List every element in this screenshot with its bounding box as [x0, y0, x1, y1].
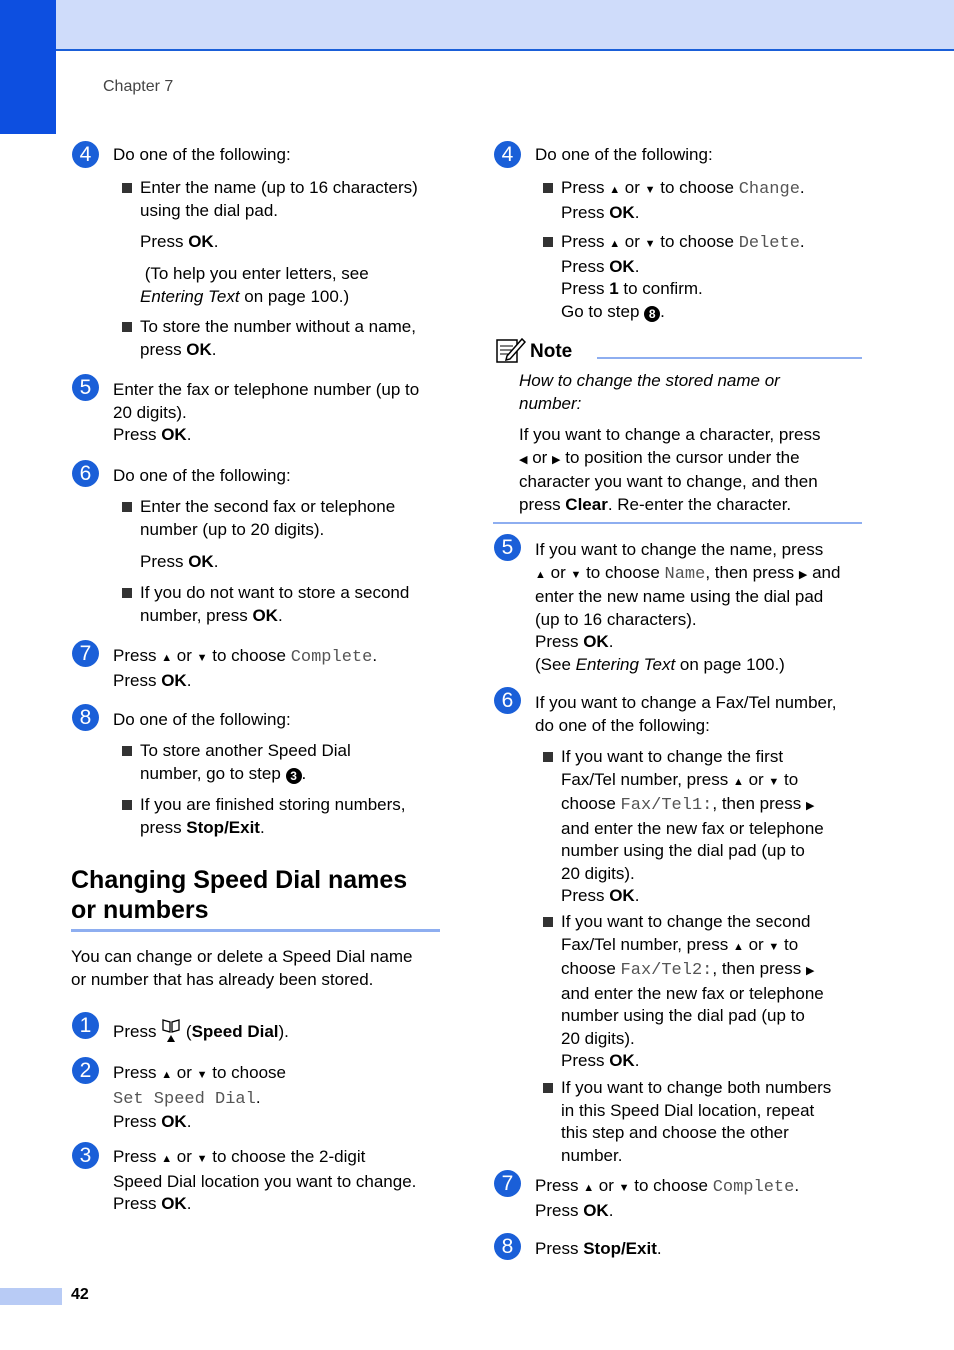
note-subtitle: How to change the stored name or number: [519, 371, 780, 413]
down-arrow-icon: ▼ [644, 184, 656, 196]
note-body: If you want to change a character, press ◀ or ▶ to position the cursor under the character you want to change, and then press Clear. Re-enter the character. [519, 425, 821, 514]
step-ref-icon: 3 [286, 768, 302, 784]
bullet-icon [543, 917, 553, 927]
r-step-6-bullet-2: If you want to change the second Fax/Tel number, press ▲ or ▼ to choose Fax/Tel2:, then press ▶ and enter the new fax or telephone number using the dial pad (up to 20 digits). Press OK. [561, 912, 824, 1070]
step-number-6: 6 [494, 687, 521, 714]
chapter-label: Chapter 7 [103, 78, 174, 95]
down-arrow-icon: ▼ [196, 1153, 208, 1165]
up-arrow-icon: ▲ [609, 184, 621, 196]
step-number-4: 4 [494, 141, 521, 168]
chapter-tab [0, 0, 56, 134]
r-step-6-bullet-1: If you want to change the first Fax/Tel number, press ▲ or ▼ to choose Fax/Tel1:, then press ▶ and enter the new fax or telephone number using the dial pad (up to 20 digits). Press OK. [561, 747, 824, 905]
step-6-title: Do one of the following: [113, 466, 291, 485]
bullet-icon [543, 237, 553, 247]
down-arrow-icon: ▼ [196, 1069, 208, 1081]
r-step-4-title: Do one of the following: [535, 145, 713, 164]
bullet-icon [122, 183, 132, 193]
page-number: 42 [71, 1286, 89, 1303]
step-1-text: Press (Speed Dial). [113, 1017, 289, 1044]
step-2-text: Press ▲ or ▼ to choose Set Speed Dial. Press OK. [113, 1063, 286, 1131]
step-6-press-ok: Press OK. [140, 552, 219, 571]
text-line: Enter the name (up to 16 characters) [140, 178, 418, 197]
down-arrow-icon: ▼ [644, 238, 656, 250]
step-4-help: (To help you enter letters, see Entering Text on page 100.) [140, 264, 369, 306]
right-arrow-icon: ▶ [805, 800, 815, 812]
step-6-bullet-2: If you do not want to store a second number, press OK. [140, 583, 410, 625]
step-number-3: 3 [72, 1142, 99, 1169]
step-number-8: 8 [494, 1233, 521, 1260]
step-ref-icon: 8 [644, 306, 660, 322]
down-arrow-icon: ▼ [618, 1182, 630, 1194]
step-4-press-ok: Press OK. [140, 232, 219, 251]
down-arrow-icon: ▼ [196, 652, 208, 664]
bullet-icon [122, 746, 132, 756]
r-step-5-text: If you want to change the name, press ▲ or ▼ to choose Name, then press ▶ and enter the new name using the dial pad (up to 16 characters). Press OK. (See Entering Text on page 100.) [535, 540, 841, 674]
heading-rule [71, 929, 440, 932]
bullet-icon [543, 752, 553, 762]
note-icon [496, 336, 526, 364]
note-rule-top [597, 357, 862, 359]
speed-dial-icon [161, 1017, 181, 1043]
step-number-7: 7 [72, 640, 99, 667]
step-number-7: 7 [494, 1170, 521, 1197]
step-4-bullet-2: To store the number without a name, press OK. [140, 317, 416, 359]
right-arrow-icon: ▶ [805, 965, 815, 977]
step-6-bullet-1: Enter the second fax or telephone number (up to 20 digits). [140, 497, 396, 539]
down-arrow-icon: ▼ [768, 775, 780, 788]
bullet-icon [543, 1083, 553, 1093]
step-number-5: 5 [72, 374, 99, 401]
step-number-6: 6 [72, 460, 99, 487]
note-label: Note [530, 341, 573, 362]
up-arrow-icon: ▲ [609, 238, 621, 250]
right-arrow-icon: ▶ [798, 568, 808, 581]
step-7-text: Press ▲ or ▼ to choose Complete. Press OK. [113, 646, 378, 690]
step-number-5: 5 [494, 534, 521, 561]
step-8-bullet-1: To store another Speed Dial number, go to step 3 . [140, 741, 351, 783]
r-step-7-text: Press ▲ or ▼ to choose Complete. Press OK. [535, 1176, 800, 1220]
bullet-icon [122, 800, 132, 810]
bullet-icon [122, 502, 132, 512]
step-3-text: Press ▲ or ▼ to choose the 2-digit Speed Dial location you want to change. Press OK. [113, 1147, 417, 1213]
down-arrow-icon: ▼ [570, 568, 582, 581]
up-arrow-icon: ▲ [161, 652, 173, 664]
down-arrow-icon: ▼ [768, 940, 780, 953]
step-5-text: Enter the fax or telephone number (up to 20 digits). Press OK. [113, 380, 420, 444]
step-number-2: 2 [72, 1057, 99, 1084]
left-arrow-icon: ◀ [519, 453, 528, 466]
step-number-4: 4 [72, 141, 99, 168]
step-number-8: 8 [72, 704, 99, 731]
r-step-4-bullet-2: Press ▲ or ▼ to choose Delete. Press OK. Press 1 to confirm. Go to step 8 . [561, 232, 805, 321]
note-rule-bottom [493, 522, 862, 524]
up-arrow-icon: ▲ [732, 940, 744, 953]
r-step-4-bullet-1: Press ▲ or ▼ to choose Change. Press OK. [561, 178, 805, 222]
step-4-bullet-1 [140, 177, 418, 222]
step-number-1: 1 [72, 1012, 99, 1039]
page-number-band [0, 1288, 62, 1305]
section-intro: You can change or delete a Speed Dial name or number that has already been stored. [71, 947, 413, 989]
r-step-6-bullet-3: If you want to change both numbers in this Speed Dial location, repeat this step and choose the other number. [561, 1078, 832, 1165]
r-step-8-text: Press Stop/Exit. [535, 1239, 662, 1258]
step-4-title: Do one of the following: [113, 145, 291, 164]
up-arrow-icon: ▲ [161, 1153, 173, 1165]
bullet-icon [122, 322, 132, 332]
top-band [0, 0, 954, 51]
step-8-title: Do one of the following: [113, 710, 291, 729]
bullet-icon [543, 183, 553, 193]
up-arrow-icon: ▲ [732, 775, 744, 788]
up-arrow-icon: ▲ [535, 568, 546, 581]
section-heading: Changing Speed Dial names or numbers [71, 866, 408, 924]
text-line: using the dial pad. [140, 200, 278, 220]
r-step-6-title: If you want to change a Fax/Tel number, do one of the following: [535, 693, 837, 735]
right-arrow-icon: ▶ [552, 453, 561, 466]
step-8-bullet-2: If you are finished storing numbers, press Stop/Exit. [140, 795, 406, 837]
up-arrow-icon: ▲ [161, 1069, 173, 1081]
up-arrow-icon: ▲ [583, 1182, 595, 1194]
bullet-icon [122, 588, 132, 598]
